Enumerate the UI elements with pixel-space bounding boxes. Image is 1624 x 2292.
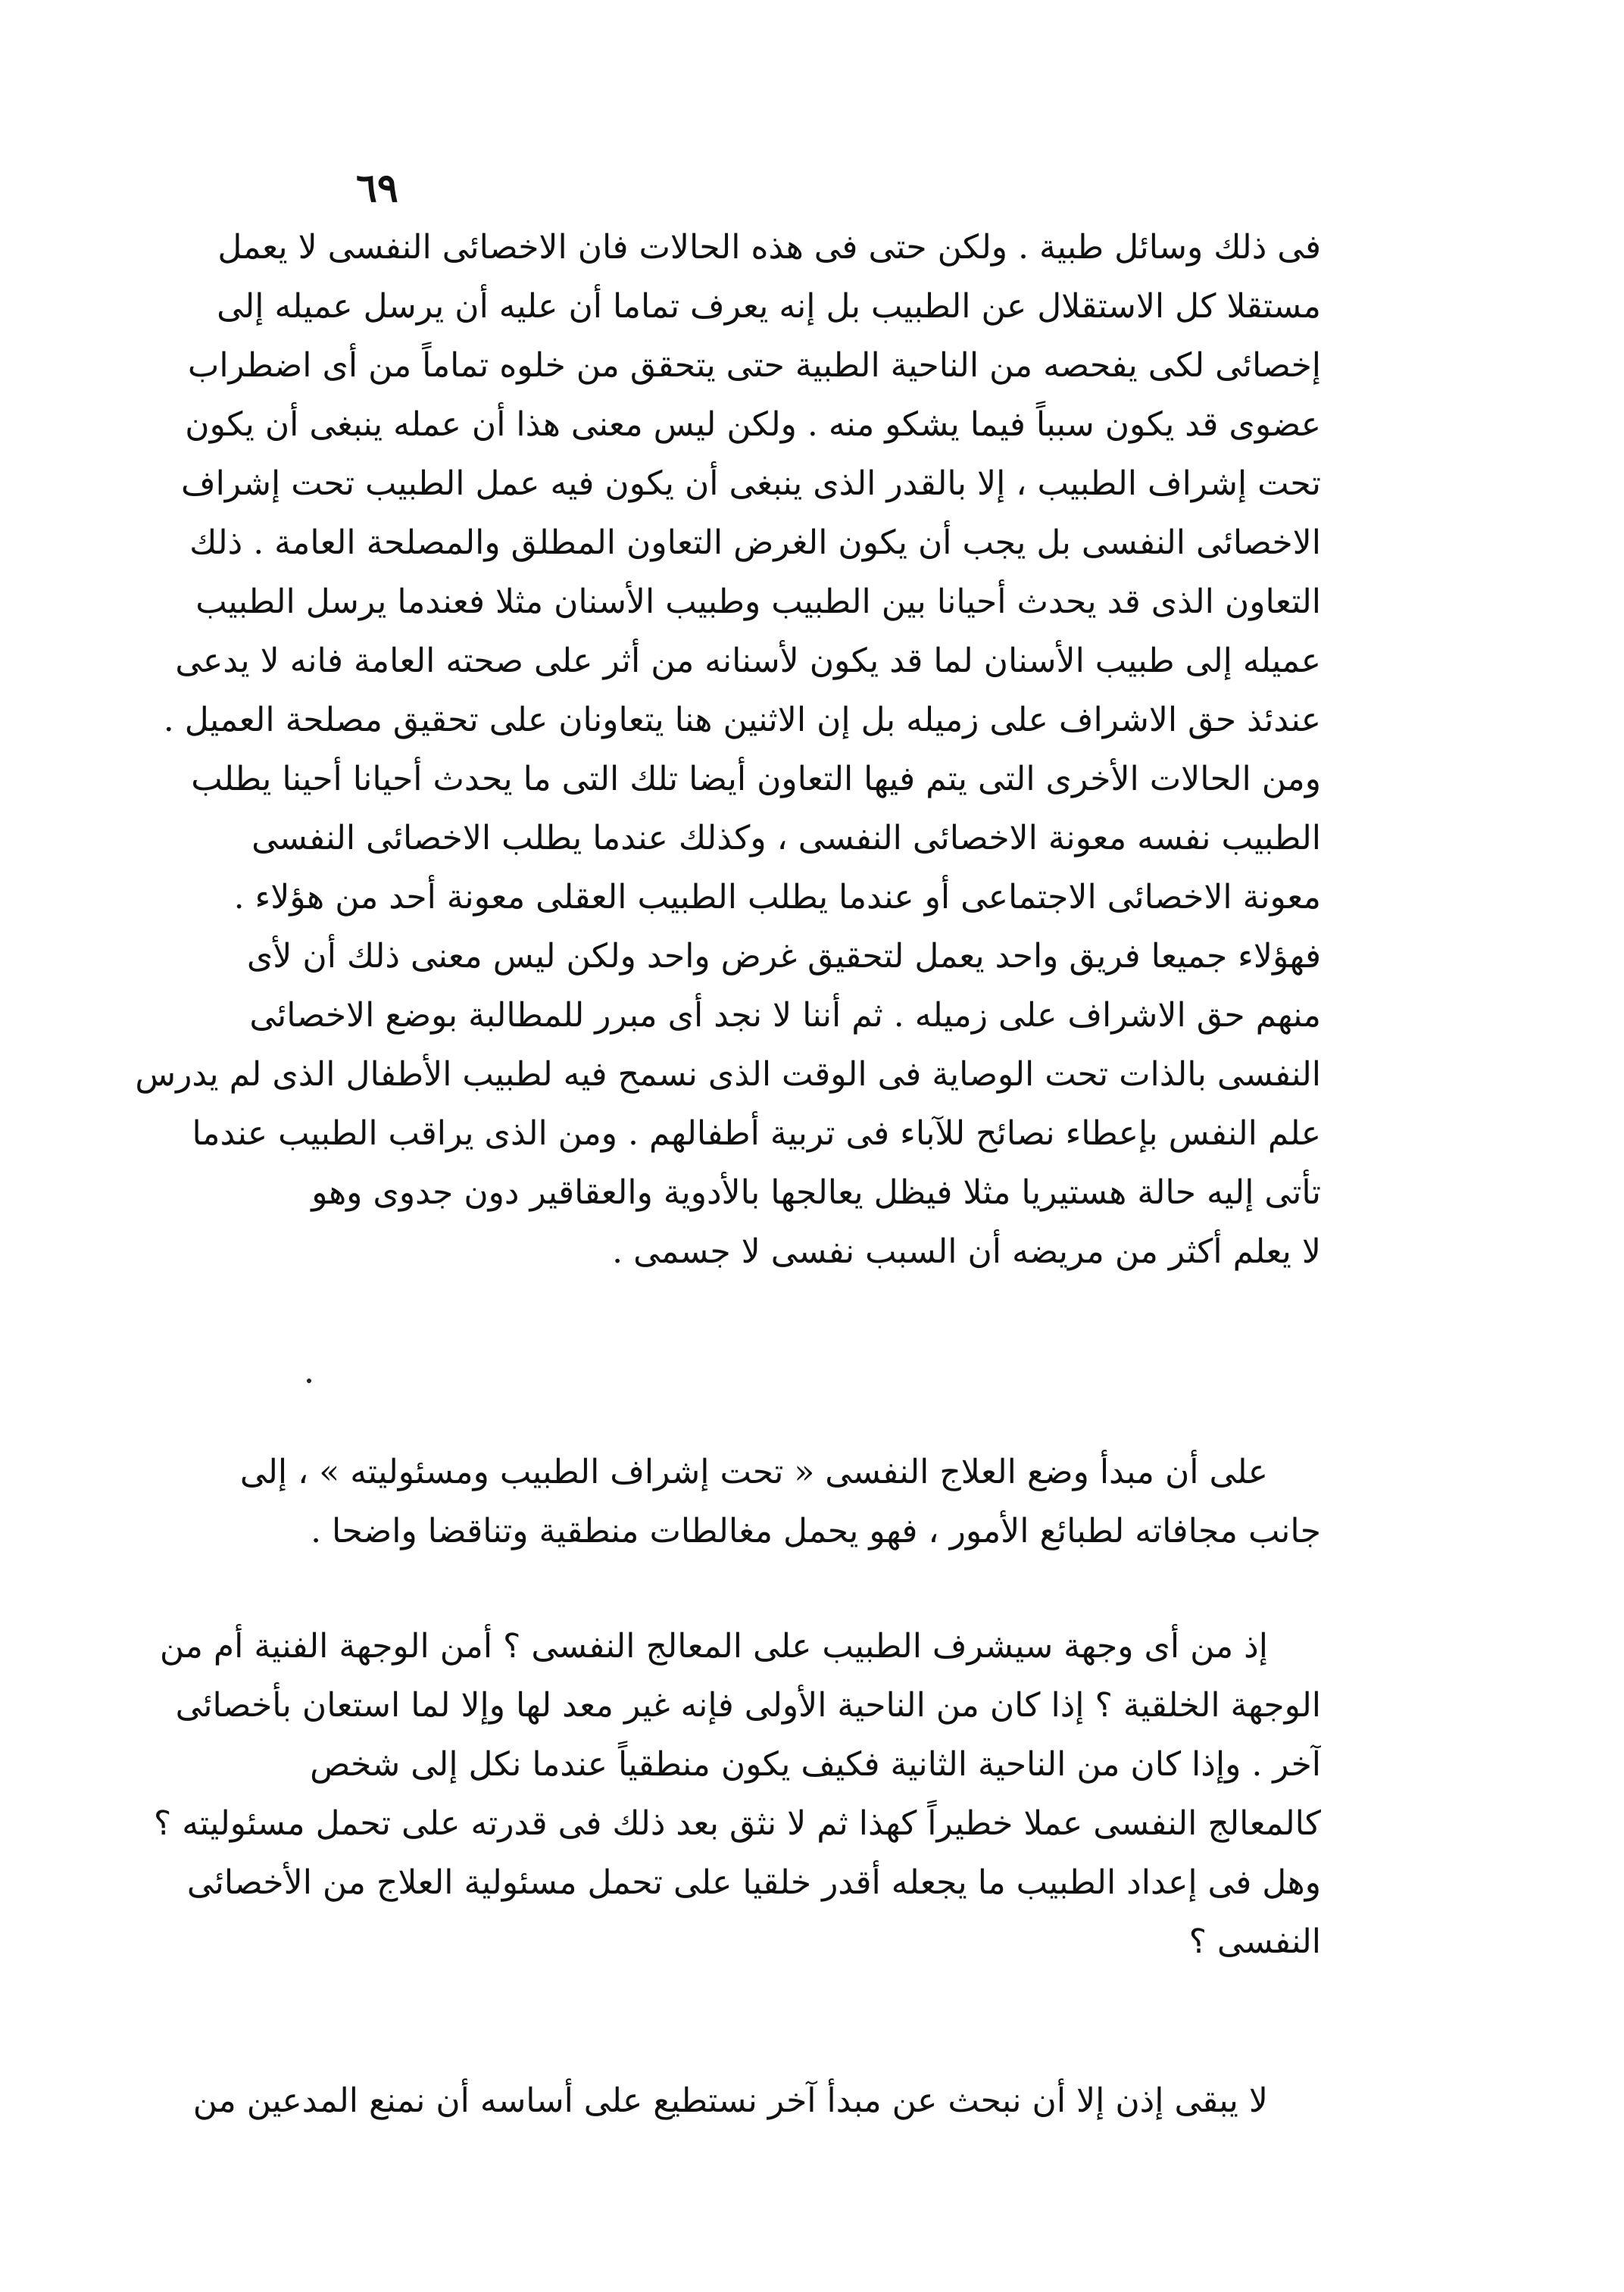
page-number: ٦٩ bbox=[356, 165, 398, 211]
scan-speck bbox=[307, 1379, 311, 1383]
text-line: آخر . وإذا كان من الناحية الثانية فكيف يكون منطقياً عندما نكل إلى شخص bbox=[310, 1745, 1321, 1784]
paragraph-3 bbox=[56, 1617, 1321, 1972]
text-line: معونة الاخصائى الاجتماعى أو عندما يطلب الطبيب العقلى معونة أحد من هؤلاء . bbox=[233, 878, 1321, 916]
text-line: تأتى إليه حالة هستيريا مثلا فيظل يعالجها بالأدوية والعقاقير دون جدوى وهو bbox=[311, 1173, 1321, 1212]
text-line: ومن الحالات الأخرى التى يتم فيها التعاون أيضا تلك التى ما يحدث أحيانا أحينا يطلب bbox=[191, 760, 1321, 798]
text-line: علم النفس بإعطاء نصائح للآباء فى تربية أطفالهم . ومن الذى يراقب الطبيب عندما bbox=[192, 1114, 1321, 1153]
text-line: التعاون الذى قد يحدث أحيانا بين الطبيب وطبيب الأسنان مثلا فعندما يرسل الطبيب bbox=[195, 582, 1321, 621]
text-line: لا يبقى إذن إلا أن نبحث عن مبدأ آخر نستطيع على أساسه أن نمنع المدعين من bbox=[192, 2081, 1268, 2120]
text-line: عميله إلى طبيب الأسنان لما قد يكون لأسنانه من أثر على صحته العامة فانه لا يدعى bbox=[175, 642, 1321, 680]
text-line: عضوى قد يكون سبباً فيما يشكو منه . ولكن ليس معنى هذا أن عمله ينبغى أن يكون bbox=[185, 405, 1321, 444]
text-line: النفسى ؟ bbox=[1188, 1922, 1321, 1961]
text-line: الاخصائى النفسى بل يجب أن يكون الغرض التعاون المطلق والمصلحة العامة . ذلك bbox=[189, 523, 1321, 562]
text-line: النفسى بالذات تحت الوصاية فى الوقت الذى نسمح فيه لطبيب الأطفال الذى لم يدرس bbox=[135, 1055, 1321, 1094]
text-line: تحت إشراف الطبيب ، إلا بالقدر الذى ينبغى أن يكون فيه عمل الطبيب تحت إشراف bbox=[181, 464, 1321, 503]
text-line: إخصائى لكى يفحصه من الناحية الطبية حتى يتحقق من خلوه تماماً من أى اضطراب bbox=[187, 346, 1321, 385]
text-line: وهل فى إعداد الطبيب ما يجعله أقدر خلقيا على تحمل مسئولية العلاج من الأخصائى bbox=[186, 1863, 1321, 1902]
paragraph-4 bbox=[56, 2072, 1321, 2131]
text-line: لا يعلم أكثر من مريضه أن السبب نفسى لا جسمى . bbox=[612, 1232, 1321, 1271]
text-line: جانب مجافاته لطبائع الأمور ، فهو يحمل مغالطات منطقية وتناقضا واضحا . bbox=[311, 1512, 1321, 1550]
text-line: فى ذلك وسائل طبية . ولكن حتى فى هذه الحالات فان الاخصائى النفسى لا يعمل bbox=[217, 228, 1321, 267]
text-line: إذ من أى وجهة سيشرف الطبيب على المعالج النفسى ؟ أمن الوجهة الفنية أم من bbox=[159, 1627, 1268, 1666]
text-line: منهم حق الاشراف على زميله . ثم أننا لا نجد أى مبرر للمطالبة بوضع الاخصائى bbox=[249, 996, 1321, 1035]
text-line: كالمعالج النفسى عملا خطيراً كهذا ثم لا نثق بعد ذلك فى قدرته على تحمل مسئوليته ؟ bbox=[153, 1804, 1321, 1843]
text-line: عندئذ حق الاشراف على زميله بل إن الاثنين هنا يتعاونان على تحقيق مصلحة العميل . bbox=[163, 701, 1321, 739]
text-line: الوجهة الخلقية ؟ إذا كان من الناحية الأولى فإنه غير معد لها وإلا لما استعان بأخصائى bbox=[175, 1686, 1321, 1725]
text-line: على أن مبدأ وضع العلاج النفسى « تحت إشراف الطبيب ومسئوليته » ، إلى bbox=[239, 1453, 1268, 1491]
text-line: مستقلا كل الاستقلال عن الطبيب بل إنه يعرف تماما أن عليه أن يرسل عميله إلى bbox=[217, 287, 1321, 326]
paragraph-1 bbox=[56, 218, 1321, 1282]
paragraph-2 bbox=[56, 1443, 1321, 1561]
text-line: الطبيب نفسه معونة الاخصائى النفسى ، وكذلك عندما يطلب الاخصائى النفسى bbox=[251, 819, 1321, 857]
text-line: فهؤلاء جميعا فريق واحد يعمل لتحقيق غرض واحد ولكن ليس معنى ذلك أن لأى bbox=[246, 937, 1321, 976]
